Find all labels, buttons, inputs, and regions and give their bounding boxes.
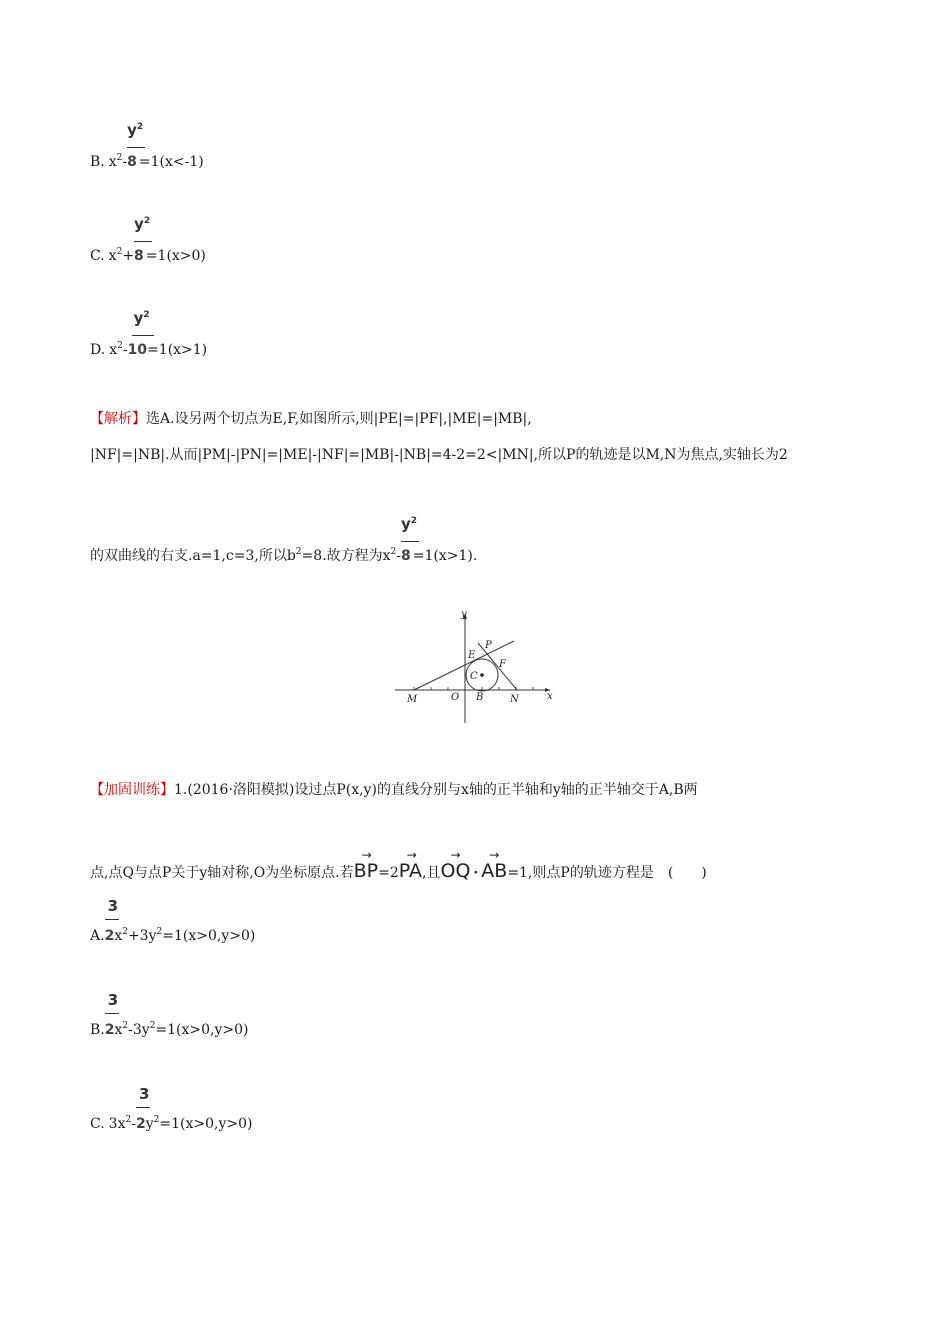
label-x: x xyxy=(547,691,553,702)
label-b: B xyxy=(476,692,484,703)
label-p: P xyxy=(485,640,492,651)
fraction: $\frac{3}{2}$ xyxy=(135,1085,150,1132)
option-b: B. $x^2-$ $\frac{y^2}{8} =1(x<-1)$ xyxy=(90,121,204,170)
label-y: y xyxy=(461,609,467,620)
analysis-line-2: |NF|=|NB|.从而|PM|-|PN|=|ME|-|NF|=|MB|-|NB|=4-2=2<|MN|,所以P的轨迹是以M,N为焦点,实轴长为2 xyxy=(90,447,788,463)
vector-pa: → PA xyxy=(398,848,423,882)
analysis-bracket: 【解析】 xyxy=(90,411,146,427)
answer-a: A. $\frac{3}{2}x^2+3y^2=1(x>0,y>0)$ xyxy=(90,897,256,944)
option-c: C. $x^2+$ $\frac{y^2}{8} =1(x>0)$ xyxy=(90,215,206,264)
geometry-figure xyxy=(390,605,560,730)
option-d: D. $x^2-$ $\frac{y^2}{10}=1(x>1)$ xyxy=(90,309,208,358)
label-f: F xyxy=(499,659,506,670)
analysis-line-3: 的双曲线的右支.a=1,c=3,所以$b^2=8$.故方程为$x^2-$ $\frac{y^2}{8} =1(x>1)$. xyxy=(90,515,478,564)
training-line-2: 点,点Q与点P关于y轴对称,O为坐标原点.若 → BP=2 → PA,且 → OQ · → AB=1,则点P的轨迹方程是 ( ) xyxy=(90,848,707,882)
fraction: $\frac{3}{2}$ xyxy=(104,897,118,944)
answer-b: B. $\frac{3}{2}x^2-3y^2=1(x>0,y>0)$ xyxy=(90,991,249,1038)
fraction: $\frac{y^2}{10}$ xyxy=(128,341,147,359)
label-c: C xyxy=(470,671,478,682)
vector-ab: → AB xyxy=(481,848,508,882)
answer-c: C. $3x^2-$ $\frac{3}{2}y^2=1(x>0,y>0)$ xyxy=(90,1085,253,1132)
center-point xyxy=(480,673,484,677)
label-n: N xyxy=(510,694,519,705)
fraction: $\frac{y^2}{8}$ xyxy=(400,515,418,564)
vector-bp: → BP xyxy=(353,848,379,882)
vector-oq: → OQ xyxy=(440,848,471,882)
label-m: M xyxy=(407,694,418,705)
line-pn xyxy=(478,643,517,690)
training-line-1: 【加固训练】1.(2016·洛阳模拟)设过点P(x,y)的直线分别与x轴的正半轴和y轴的正半轴交于A,B两 xyxy=(90,782,698,798)
training-bracket: 【加固训练】 xyxy=(90,782,174,798)
fraction: $\frac{3}{2}$ xyxy=(104,991,119,1038)
fraction: $\frac{y^2}{8}$ xyxy=(134,215,151,264)
fraction: $\frac{y^2}{8}$ xyxy=(127,121,144,170)
analysis-line-1: 【解析】选A.设另两个切点为E,F,如图所示,则|PE|=|PF|,|ME|=|MB|, xyxy=(90,411,532,427)
label-o: O xyxy=(451,692,460,703)
label-e: E xyxy=(468,650,476,661)
